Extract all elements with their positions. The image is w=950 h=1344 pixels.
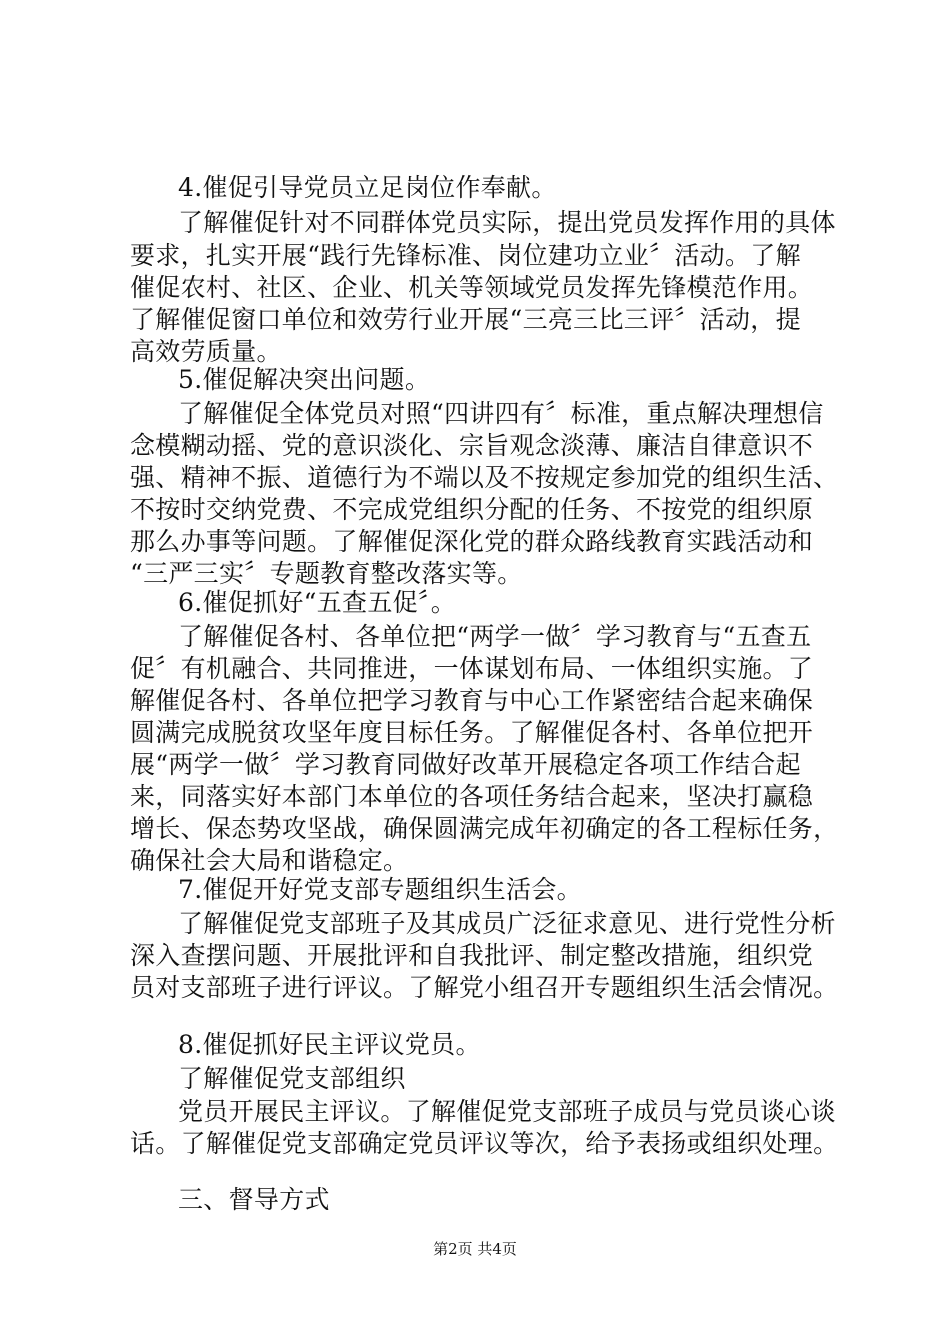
text-line: 5.催促解决突出问题。 bbox=[178, 365, 431, 394]
text-line: “三严三实〞专题教育整改落实等。 bbox=[130, 559, 523, 588]
text-line: 党员开展民主评议。了解催促党支部班子成员与党员谈心谈 bbox=[178, 1097, 836, 1126]
text-line: 了解催促窗口单位和效劳行业开展“三亮三比三评〞活动，提 bbox=[130, 305, 801, 334]
text-line: 深入查摆问题、开展批评和自我批评、制定整改措施，组织党 bbox=[130, 941, 814, 970]
text-line: 了解催促各村、各单位把“两学一做〞学习教育与“五查五 bbox=[178, 622, 812, 651]
text-line: 念模糊动摇、党的意识淡化、宗旨观念淡薄、廉洁自律意识不 bbox=[130, 431, 814, 460]
text-line: 了解催促全体党员对照“四讲四有〞标准，重点解决理想信 bbox=[178, 399, 824, 428]
text-line: 员对支部班子进行评议。了解党小组召开专题组织生活会情况。 bbox=[130, 973, 839, 1002]
text-line: 4.催促引导党员立足岗位作奉献。 bbox=[178, 173, 557, 202]
text-line: 那么办事等问题。了解催促深化党的群众路线教育实践活动和 bbox=[130, 527, 814, 556]
text-line: 7.催促开好党支部专题组织生活会。 bbox=[178, 875, 582, 904]
text-line: 了解催促党支部班子及其成员广泛征求意见、进行党性分析 bbox=[178, 909, 836, 938]
text-line: 催促农村、社区、企业、机关等领域党员发挥先锋模范作用。 bbox=[130, 273, 814, 302]
text-line: 高效劳质量。 bbox=[130, 337, 282, 366]
text-line: 确保社会大局和谐稳定。 bbox=[130, 846, 409, 875]
text-line: 8.催促抓好民主评议党员。 bbox=[178, 1030, 481, 1059]
text-line: 不按时交纳党费、不完成党组织分配的任务、不按党的组织原 bbox=[130, 495, 814, 524]
text-line: 增长、保态势攻坚战，确保圆满完成年初确定的各工程标任务， bbox=[130, 814, 839, 843]
text-line: 解催促各村、各单位把学习教育与中心工作紧密结合起来确保 bbox=[130, 686, 814, 715]
text-line: 话。了解催促党支部确定党员评议等次，给予表扬或组织处理。 bbox=[130, 1129, 839, 1158]
text-line: 强、精神不振、道德行为不端以及不按规定参加党的组织生活、 bbox=[130, 463, 839, 492]
text-line: 圆满完成脱贫攻坚年度目标任务。了解催促各村、各单位把开 bbox=[130, 718, 814, 747]
text-line: 展“两学一做〞学习教育同做好改革开展稳定各项工作结合起 bbox=[130, 750, 801, 779]
text-line: 三、督导方式 bbox=[178, 1185, 330, 1214]
text-line: 6.催促抓好“五查五促〞。 bbox=[178, 588, 457, 617]
text-line: 促〞有机融合、共同推进，一体谋划布局、一体组织实施。了 bbox=[130, 654, 814, 683]
text-line: 来，同落实好本部门本单位的各项任务结合起来，坚决打赢稳 bbox=[130, 782, 814, 811]
text-line: 要求，扎实开展“践行先锋标准、岗位建功立业〞活动。了解 bbox=[130, 241, 801, 270]
text-line: 了解催促党支部组织 bbox=[178, 1064, 406, 1093]
text-line: 了解催促针对不同群体党员实际，提出党员发挥作用的具体 bbox=[178, 208, 836, 237]
page-number-footer: 第2页 共4页 bbox=[433, 1240, 517, 1258]
